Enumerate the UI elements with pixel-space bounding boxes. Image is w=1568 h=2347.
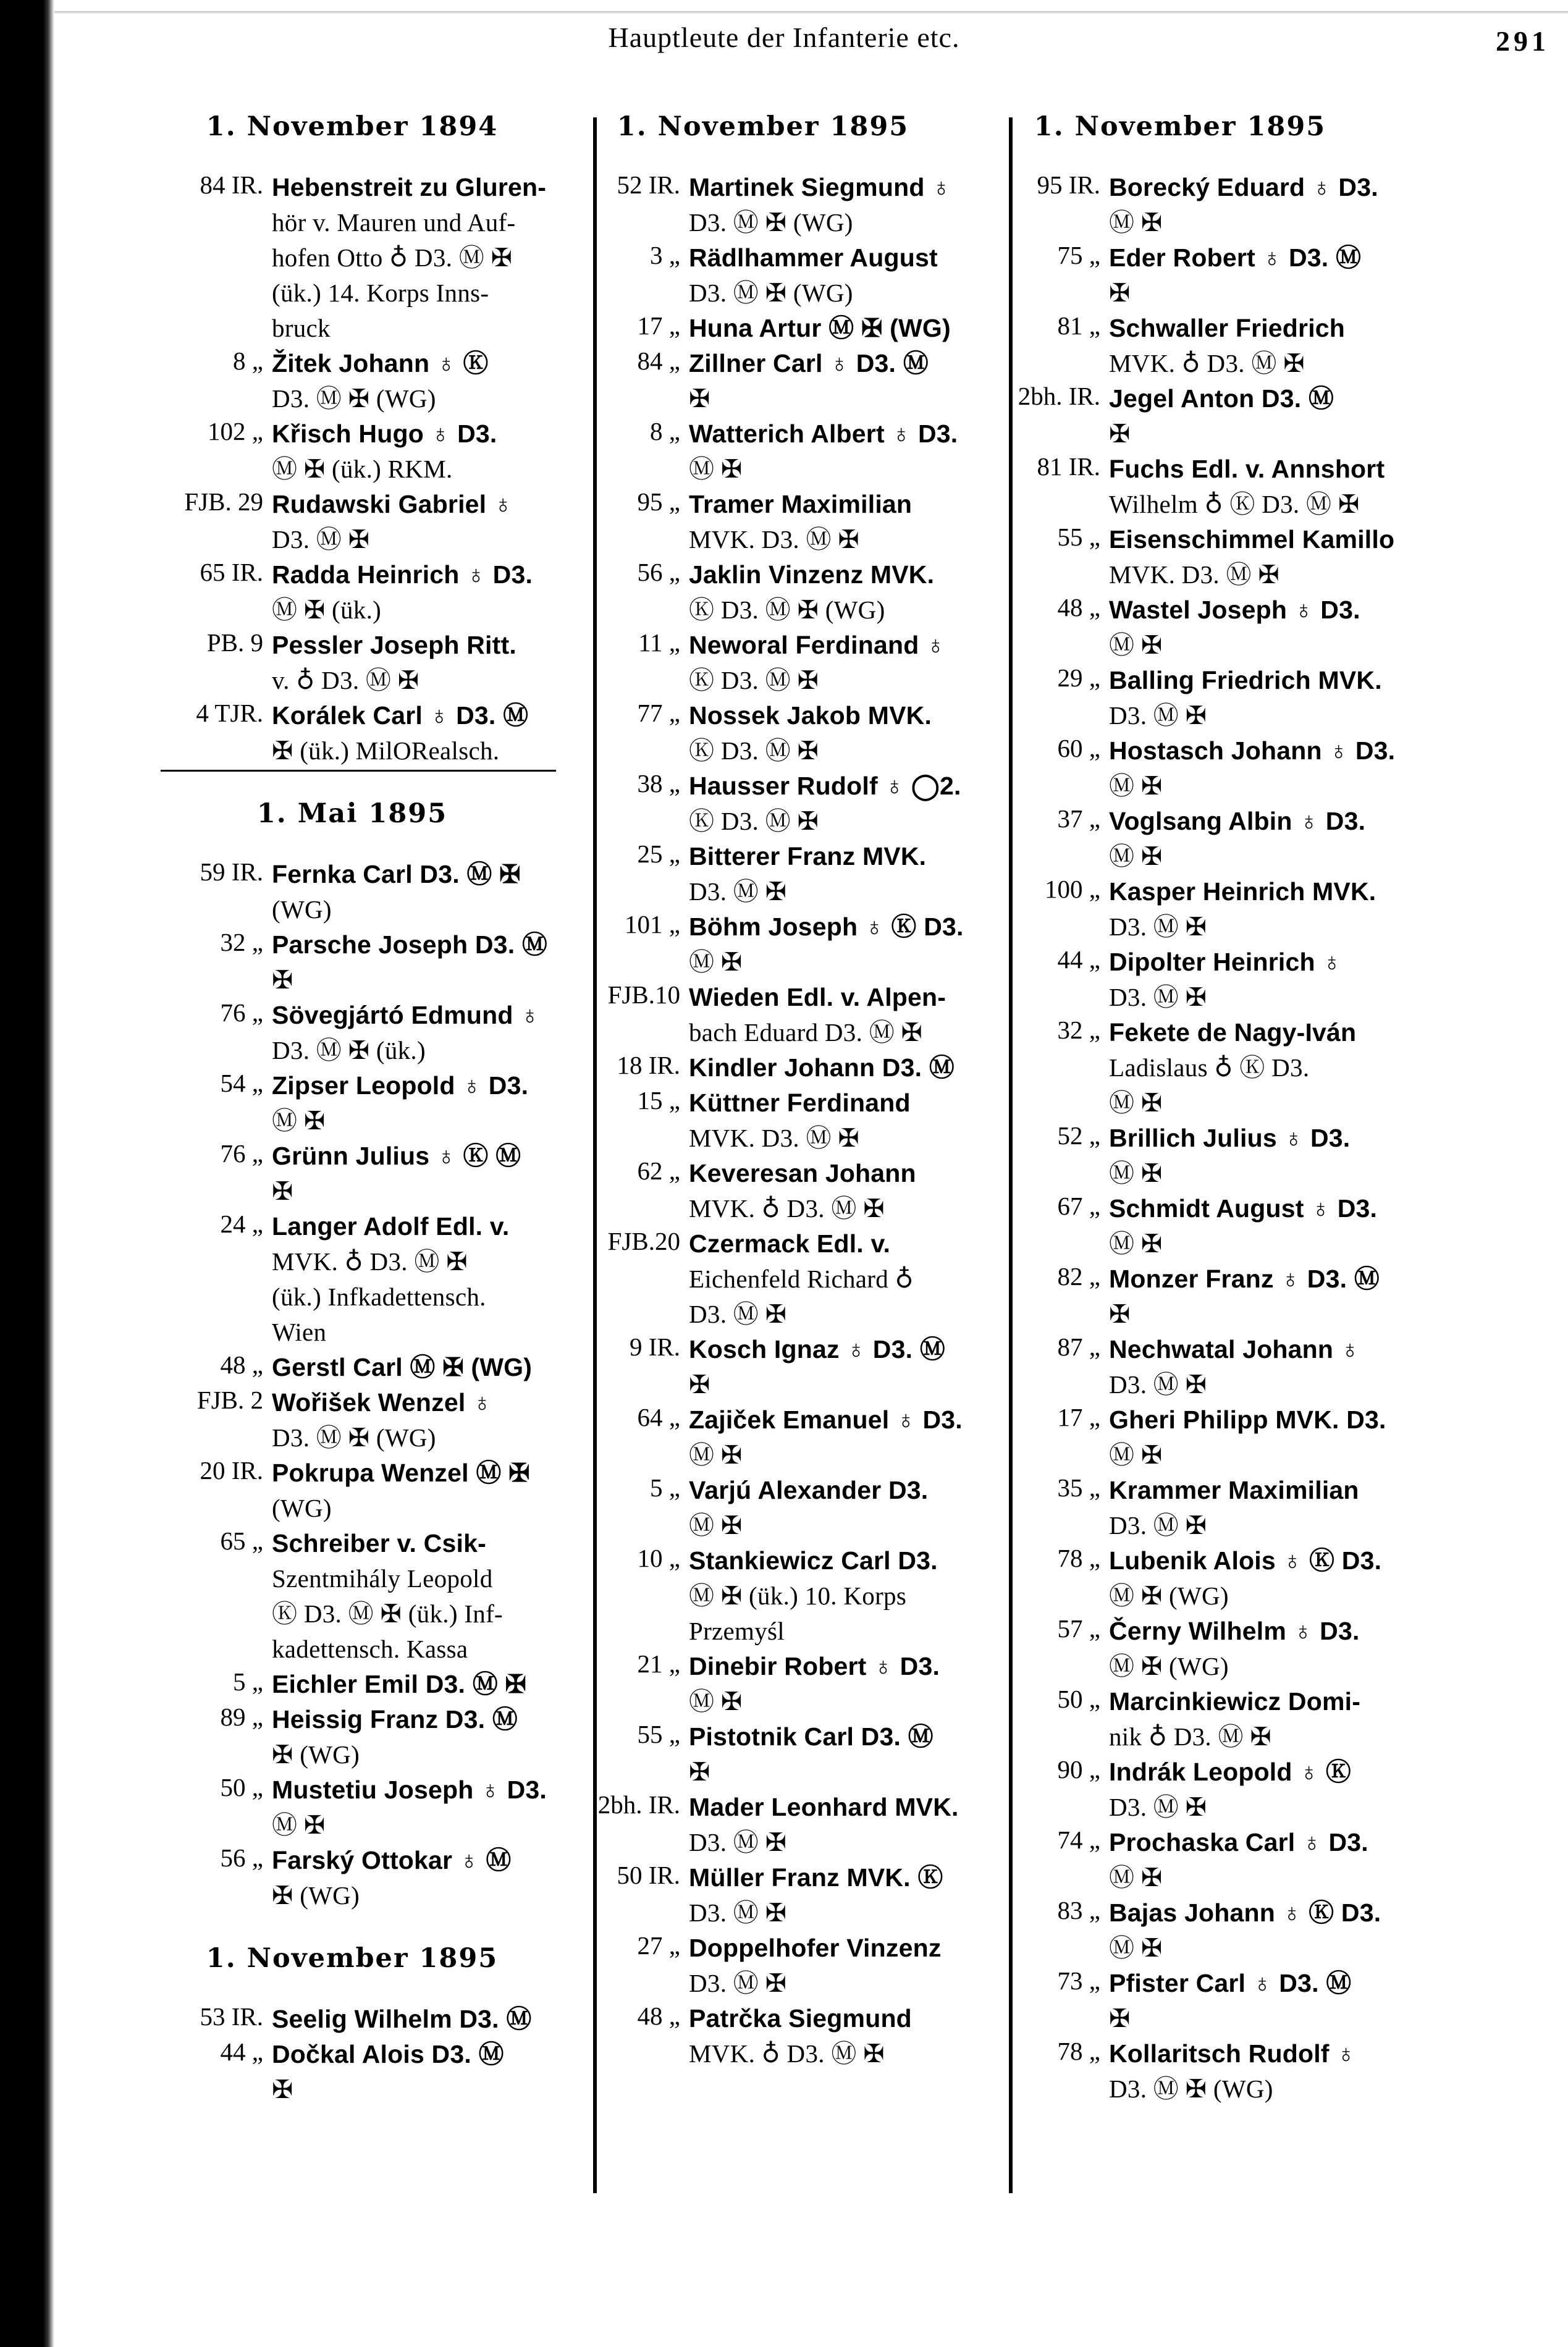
decoration-line: D3. Ⓜ ✠ — [1109, 983, 1207, 1011]
regiment-number: 5 „ — [650, 1473, 680, 1502]
regiment-number: 54 „ — [220, 1069, 263, 1097]
decoration-line: Eichenfeld Richard ♁ — [689, 1265, 914, 1293]
decoration-line: Ⓚ D3. Ⓜ ✠ — [689, 807, 819, 835]
regiment-number: 73 „ — [1057, 1966, 1100, 1995]
decoration-line: ✠ — [1109, 279, 1131, 307]
regiment-number: 20 IR. — [200, 1456, 263, 1485]
regiment-number: 67 „ — [1057, 1192, 1100, 1220]
officer-name-line: Sövegjártó Edmund ♁ — [272, 1001, 540, 1029]
decoration-line: bruck — [272, 314, 331, 342]
regiment-number: 100 „ — [1045, 875, 1100, 903]
regiment-number: 50 IR. — [617, 1861, 680, 1889]
decoration-line: D3. Ⓜ ✠ — [689, 1898, 787, 1927]
officer-name-line: Korálek Carl ♁ D3. Ⓜ — [272, 701, 529, 730]
regiment-number: 37 „ — [1057, 804, 1100, 833]
regiment-number: 62 „ — [637, 1157, 680, 1185]
decoration-line: MVK. ♁ D3. Ⓜ ✠ — [689, 2039, 885, 2068]
officer-name-line: Doppelhofer Vinzenz — [689, 1934, 942, 1962]
regiment-number: 74 „ — [1057, 1826, 1100, 1854]
officer-name-line: Zipser Leopold ♁ D3. — [272, 1071, 529, 1100]
regiment-number: 10 „ — [637, 1544, 680, 1572]
decoration-line: Ⓜ ✠ — [1109, 842, 1163, 870]
regiment-number: 48 „ — [637, 2002, 680, 2030]
regiment-number: 32 „ — [220, 928, 263, 956]
regiment-number: 75 „ — [1057, 241, 1100, 269]
officer-name-line: Jaklin Vinzenz MVK. — [689, 560, 935, 589]
officer-name-line: Varjú Alexander D3. — [689, 1476, 929, 1504]
officer-name-line: Böhm Joseph ♁ Ⓚ D3. — [689, 912, 964, 941]
officer-name-line: Schwaller Friedrich — [1109, 314, 1346, 342]
decoration-line: Wien — [272, 1318, 327, 1346]
officer-name-line: Monzer Franz ♁ D3. Ⓜ — [1109, 1265, 1380, 1293]
decoration-line: Ⓜ ✠ (ük.) 10. Korps — [689, 1582, 907, 1610]
officer-name-line: Indrák Leopold ♁ Ⓚ — [1109, 1758, 1351, 1786]
officer-name-line: Czermack Edl. v. — [689, 1229, 891, 1258]
decoration-line: D3. Ⓜ ✠ — [1109, 1370, 1207, 1399]
officer-name-line: Tramer Maximilian — [689, 490, 913, 518]
decoration-line: Ⓚ D3. Ⓜ ✠ — [689, 666, 819, 694]
decoration-line: MVK. D3. Ⓜ ✠ — [689, 1124, 859, 1152]
regiment-number: 82 „ — [1057, 1262, 1100, 1291]
officer-name-line: Balling Friedrich MVK. — [1109, 666, 1382, 694]
regiment-number: 18 IR. — [617, 1051, 680, 1079]
regiment-number: 83 „ — [1057, 1896, 1100, 1924]
regiment-number: 81 IR. — [1037, 452, 1100, 481]
decoration-line: Ⓜ ✠ (WG) — [1109, 1582, 1229, 1610]
decoration-line: (ük.) 14. Korps Inns- — [272, 279, 489, 307]
regiment-number: 77 „ — [637, 699, 680, 727]
regiment-number: 2bh. IR. — [597, 1790, 680, 1819]
regiment-number: 48 „ — [220, 1350, 263, 1379]
officer-name-line: Pokrupa Wenzel Ⓜ ✠ — [272, 1459, 530, 1487]
decoration-line: D3. Ⓜ ✠ — [1109, 1511, 1207, 1540]
running-title: Hauptleute der Infanterie etc. — [608, 22, 960, 53]
regiment-number: 95 IR. — [1037, 171, 1100, 199]
decoration-line: D3. Ⓜ ✠ — [1109, 1793, 1207, 1821]
officer-name-line: Zajiček Emanuel ♁ D3. — [689, 1405, 963, 1434]
officer-name-line: Mader Leonhard MVK. — [689, 1793, 959, 1821]
decoration-line: D3. Ⓜ ✠ (ük.) — [272, 1036, 426, 1064]
decoration-line: D3. Ⓜ ✠ (WG) — [1109, 2075, 1273, 2103]
officer-name-line: Martinek Siegmund ♁ — [689, 173, 951, 201]
decoration-line: ✠ — [689, 1758, 710, 1786]
regiment-number: FJB. 2 — [196, 1386, 263, 1414]
officer-name-line: Dočkal Alois D3. Ⓜ — [272, 2040, 504, 2068]
regiment-number: 64 „ — [637, 1403, 680, 1431]
decoration-line: (ük.) Infkadettensch. — [272, 1283, 486, 1311]
regiment-number: 48 „ — [1057, 593, 1100, 622]
decoration-line: hör v. Mauren und Auf- — [272, 208, 516, 237]
section-rule — [161, 770, 556, 772]
officer-name-line: Wieden Edl. v. Alpen- — [689, 983, 946, 1011]
officer-name-line: Eichler Emil D3. Ⓜ ✠ — [272, 1670, 527, 1698]
officer-name-line: Radda Heinrich ♁ D3. — [272, 560, 533, 589]
regiment-number: 52 IR. — [617, 171, 680, 199]
decoration-line: Ⓜ ✠ (ük.) — [272, 596, 382, 624]
decoration-line: D3. Ⓜ ✠ — [689, 1828, 787, 1856]
regiment-number: 84 „ — [637, 347, 680, 375]
officer-name-line: Eder Robert ♁ D3. Ⓜ — [1109, 243, 1362, 272]
decoration-line: D3. Ⓜ ✠ — [689, 877, 787, 906]
regiment-number: 52 „ — [1057, 1121, 1100, 1150]
decoration-line: D3. Ⓜ ✠ — [272, 525, 370, 554]
decoration-line: Ⓜ ✠ (ük.) RKM. — [272, 455, 453, 483]
officer-name-line: Hebenstreit zu Gluren- — [272, 173, 547, 201]
regiment-number: 3 „ — [650, 241, 680, 269]
officer-name-line: Kindler Johann D3. Ⓜ — [689, 1053, 955, 1082]
regiment-number: 65 „ — [220, 1527, 263, 1555]
officer-name-line: Hausser Rudolf ♁ ◯2. — [689, 772, 961, 800]
regiment-number: 29 „ — [1057, 664, 1100, 692]
officer-name-line: Křisch Hugo ♁ D3. — [272, 419, 497, 448]
header-rule — [54, 11, 1568, 14]
decoration-line: ✠ — [689, 384, 710, 413]
regiment-number: 101 „ — [625, 910, 680, 938]
regiment-number: 8 „ — [233, 347, 263, 375]
decoration-line: Ⓜ ✠ — [689, 1511, 743, 1540]
officer-name-line: Parsche Joseph D3. Ⓜ — [272, 930, 548, 959]
decoration-line: ✠ — [1109, 2004, 1131, 2033]
decoration-line: v. ♁ D3. Ⓜ ✠ — [272, 666, 419, 694]
decoration-line: ✠ — [272, 2075, 293, 2104]
regiment-number: 56 „ — [220, 1843, 263, 1872]
regiment-number: 9 IR. — [630, 1333, 680, 1361]
regiment-number: 59 IR. — [200, 857, 263, 886]
regiment-number: 2bh. IR. — [1018, 382, 1100, 410]
regiment-number: 27 „ — [637, 1931, 680, 1960]
regiment-number: PB. 9 — [206, 628, 263, 657]
regiment-number: 90 „ — [1057, 1755, 1100, 1784]
officer-name-line: Bitterer Franz MVK. — [689, 842, 927, 870]
officer-name-line: Krammer Maximilian — [1109, 1476, 1359, 1504]
decoration-line: Ⓜ ✠ — [689, 455, 743, 483]
decoration-line: Ⓜ ✠ — [689, 1687, 743, 1716]
regiment-number: 17 „ — [637, 311, 680, 340]
regiment-number: FJB.20 — [607, 1227, 680, 1255]
officer-name-line: Pessler Joseph Ritt. — [272, 631, 516, 659]
decoration-line: Ⓜ ✠ — [689, 948, 743, 976]
section-heading: 1. Mai 1895 — [256, 798, 448, 829]
regiment-number: 8 „ — [650, 417, 680, 445]
regiment-number: 60 „ — [1057, 734, 1100, 762]
decoration-line: Ⓜ ✠ — [1109, 1863, 1163, 1892]
section-heading: 1. November 1895 — [1034, 111, 1326, 142]
decoration-line: Ⓜ ✠ — [1109, 1441, 1163, 1469]
officer-name-line: Kasper Heinrich MVK. — [1109, 877, 1376, 906]
officer-name-line: Langer Adolf Edl. v. — [272, 1212, 510, 1241]
decoration-line: Ladislaus ♁ Ⓚ D3. — [1109, 1053, 1310, 1082]
decoration-line: (WG) — [272, 1494, 332, 1522]
regiment-number: 65 IR. — [200, 558, 263, 586]
officer-name-line: Nossek Jakob MVK. — [689, 701, 932, 730]
regiment-number: 35 „ — [1057, 1473, 1100, 1502]
officer-name-line: Dinebir Robert ♁ D3. — [689, 1652, 940, 1680]
decoration-line: D3. Ⓜ ✠ — [689, 1300, 787, 1328]
decoration-line: Ⓜ ✠ — [1109, 1089, 1163, 1117]
officer-name-line: Kosch Ignaz ♁ D3. Ⓜ — [689, 1335, 946, 1363]
officer-name-line: Mustetiu Joseph ♁ D3. — [272, 1776, 547, 1804]
officer-name-line: Lubenik Alois ♁ Ⓚ D3. — [1109, 1546, 1382, 1575]
regiment-number: 32 „ — [1057, 1016, 1100, 1044]
decoration-line: ✠ (ük.) MilORealsch. — [272, 736, 500, 765]
decoration-line: Wilhelm ♁ Ⓚ D3. Ⓜ ✠ — [1109, 490, 1360, 518]
scan-border — [0, 0, 54, 2347]
regiment-number: 84 IR. — [200, 171, 263, 199]
officer-name-line: Rudawski Gabriel ♁ — [272, 490, 513, 518]
regiment-number: 25 „ — [637, 840, 680, 868]
officer-name-line: Kollaritsch Rudolf ♁ — [1109, 2039, 1356, 2068]
officer-name-line: Brillich Julius ♁ D3. — [1109, 1124, 1351, 1152]
officer-name-line: Stankiewicz Carl D3. — [689, 1546, 938, 1575]
officer-name-line: Keveresan Johann — [689, 1159, 916, 1187]
decoration-line: MVK. D3. Ⓜ ✠ — [1109, 560, 1279, 589]
decoration-line: Ⓜ ✠ — [1109, 772, 1163, 800]
decoration-line: Ⓜ ✠ — [1109, 631, 1163, 659]
decoration-line: MVK. ♁ D3. Ⓜ ✠ — [272, 1247, 468, 1276]
officer-name-line: Borecký Eduard ♁ D3. — [1109, 173, 1378, 201]
regiment-number: 21 „ — [637, 1650, 680, 1678]
officer-name-line: Gerstl Carl Ⓜ ✠ (WG) — [272, 1353, 533, 1381]
regiment-number: 4 TJR. — [196, 699, 263, 727]
officer-name-line: Küttner Ferdinand — [689, 1089, 911, 1117]
section-heading: 1. November 1894 — [206, 111, 499, 142]
decoration-line: ✠ — [1109, 1300, 1131, 1328]
decoration-line: MVK. D3. Ⓜ ✠ — [689, 525, 859, 554]
regiment-number: 81 „ — [1057, 311, 1100, 340]
regiment-number: 76 „ — [220, 998, 263, 1027]
officer-name-line: Grünn Julius ♁ Ⓚ Ⓜ — [272, 1142, 521, 1170]
officer-name-line: Černy Wilhelm ♁ D3. — [1109, 1617, 1360, 1645]
regiment-number: 78 „ — [1057, 1544, 1100, 1572]
officer-name-line: Fuchs Edl. v. Annshort — [1109, 455, 1385, 483]
decoration-line: D3. Ⓜ ✠ (WG) — [272, 1423, 436, 1452]
officer-name-line: Farský Ottokar ♁ Ⓜ — [272, 1846, 512, 1874]
regiment-number: 95 „ — [637, 487, 680, 516]
decoration-line: Ⓜ ✠ — [1109, 1229, 1163, 1258]
regiment-number: 55 „ — [1057, 523, 1100, 551]
decoration-line: Ⓜ ✠ — [272, 1811, 326, 1839]
decoration-line: Ⓜ ✠ — [689, 1441, 743, 1469]
officer-name-line: Bajas Johann ♁ Ⓚ D3. — [1109, 1898, 1381, 1927]
officer-name-line: Pfister Carl ♁ D3. Ⓜ — [1109, 1969, 1352, 1997]
decoration-line: Szentmihály Leopold — [272, 1564, 493, 1593]
regiment-number: 55 „ — [637, 1720, 680, 1748]
decoration-line: Ⓜ ✠ — [1109, 1934, 1163, 1962]
officer-name-line: Schmidt August ♁ D3. — [1109, 1194, 1378, 1223]
regiment-number: 11 „ — [638, 628, 680, 657]
officer-name-line: Heissig Franz D3. Ⓜ — [272, 1705, 518, 1734]
regiment-number: 17 „ — [1057, 1403, 1100, 1431]
decoration-line: MVK. ♁ D3. Ⓜ ✠ — [689, 1194, 885, 1223]
officer-name-line: Dipolter Heinrich ♁ — [1109, 948, 1342, 976]
decoration-line: D3. Ⓜ ✠ — [1109, 701, 1207, 730]
decoration-line: Ⓚ D3. Ⓜ ✠ (ük.) Inf- — [272, 1599, 503, 1628]
officer-name-line: Huna Artur Ⓜ ✠ (WG) — [689, 314, 951, 342]
officer-name-line: Rädlhammer August — [689, 243, 938, 272]
decoration-line: ✠ — [1109, 419, 1131, 448]
decoration-line: kadettensch. Kassa — [272, 1635, 468, 1663]
officer-name-line: Wořišek Wenzel ♁ — [272, 1388, 492, 1417]
officer-name-line: Zillner Carl ♁ D3. Ⓜ — [689, 349, 929, 377]
officer-name-line: Schreiber v. Csik- — [272, 1529, 486, 1557]
officer-name-line: Gheri Philipp MVK. D3. — [1109, 1405, 1386, 1434]
officer-name-line: Seelig Wilhelm D3. Ⓜ — [272, 2005, 532, 2033]
decoration-line: ✠ (WG) — [272, 1881, 360, 1910]
regiment-number: 15 „ — [637, 1086, 680, 1115]
regiment-number: FJB.10 — [607, 980, 680, 1009]
decoration-line: ✠ — [272, 1177, 293, 1205]
regiment-number: 102 „ — [208, 417, 263, 445]
regiment-number: 44 „ — [1057, 945, 1100, 974]
officer-name-line: Eisenschimmel Kamillo — [1109, 525, 1395, 554]
decoration-line: D3. Ⓜ ✠ — [1109, 912, 1207, 941]
decoration-line: D3. Ⓜ ✠ — [689, 1969, 787, 1997]
officer-name-line: Fekete de Nagy-Iván — [1109, 1018, 1357, 1047]
officer-name-line: Hostasch Johann ♁ D3. — [1109, 736, 1396, 765]
officer-name-line: Watterich Albert ♁ D3. — [689, 419, 958, 448]
officer-name-line: Jegel Anton D3. Ⓜ — [1109, 384, 1334, 413]
decoration-line: Przemyśl — [689, 1617, 785, 1645]
decoration-line: ✠ (WG) — [272, 1740, 360, 1769]
officer-name-line: Žitek Johann ♁ Ⓚ — [272, 349, 489, 377]
officer-name-line: Patrčka Siegmund — [689, 2004, 912, 2033]
officer-name-line: Prochaska Carl ♁ D3. — [1109, 1828, 1368, 1856]
regiment-number: 89 „ — [220, 1703, 263, 1731]
section-heading: 1. November 1895 — [617, 111, 909, 142]
officer-name-line: Neworal Ferdinand ♁ — [689, 631, 946, 659]
officer-name-line: Müller Franz MVK. Ⓚ — [689, 1863, 943, 1892]
regiment-number: 57 „ — [1057, 1614, 1100, 1643]
regiment-number: 78 „ — [1057, 2037, 1100, 2065]
decoration-line: hofen Otto ♁ D3. Ⓜ ✠ — [272, 243, 513, 272]
decoration-line: Ⓜ ✠ — [1109, 208, 1163, 237]
decoration-line: MVK. ♁ D3. Ⓜ ✠ — [1109, 349, 1305, 377]
decoration-line: Ⓜ ✠ — [272, 1106, 326, 1135]
decoration-line: D3. Ⓜ ✠ (WG) — [689, 208, 853, 237]
decoration-line: (WG) — [272, 895, 332, 924]
regiment-number: 5 „ — [233, 1667, 263, 1696]
regiment-number: 50 „ — [1057, 1685, 1100, 1713]
column-divider — [1009, 117, 1013, 2193]
regiment-number: 56 „ — [637, 558, 680, 586]
decoration-line: Ⓜ ✠ (WG) — [1109, 1652, 1229, 1680]
regiment-number: 76 „ — [220, 1139, 263, 1168]
decoration-line: ✠ — [689, 1370, 710, 1399]
decoration-line: D3. Ⓜ ✠ (WG) — [272, 384, 436, 413]
decoration-line: Ⓚ D3. Ⓜ ✠ (WG) — [689, 596, 885, 624]
officer-name-line: Marcinkiewicz Domi- — [1109, 1687, 1361, 1716]
decoration-line: ✠ — [272, 966, 293, 994]
regiment-number: 38 „ — [637, 769, 680, 798]
section-heading: 1. November 1895 — [206, 1943, 499, 1974]
officer-name-line: Voglsang Albin ♁ D3. — [1109, 807, 1366, 835]
decoration-line: Ⓜ ✠ — [1109, 1159, 1163, 1187]
officer-name-line: Pistotnik Carl D3. Ⓜ — [689, 1722, 934, 1751]
regiment-number: 53 IR. — [200, 2002, 263, 2031]
officer-name-line: Nechwatal Johann ♁ — [1109, 1335, 1360, 1363]
officer-name-line: Wastel Joseph ♁ D3. — [1109, 596, 1360, 624]
regiment-number: 24 „ — [220, 1210, 263, 1238]
regiment-number: 44 „ — [220, 2037, 263, 2066]
decoration-line: Ⓚ D3. Ⓜ ✠ — [689, 736, 819, 765]
regiment-number: FJB. 29 — [184, 487, 263, 516]
decoration-line: bach Eduard D3. Ⓜ ✠ — [689, 1018, 923, 1047]
officer-name-line: Fernka Carl D3. Ⓜ ✠ — [272, 860, 521, 888]
decoration-line: D3. Ⓜ ✠ (WG) — [689, 279, 853, 307]
regiment-number: 87 „ — [1057, 1333, 1100, 1361]
decoration-line: nik ♁ D3. Ⓜ ✠ — [1109, 1722, 1272, 1751]
regiment-number: 50 „ — [220, 1773, 263, 1801]
page-number: 291 — [1496, 25, 1549, 57]
